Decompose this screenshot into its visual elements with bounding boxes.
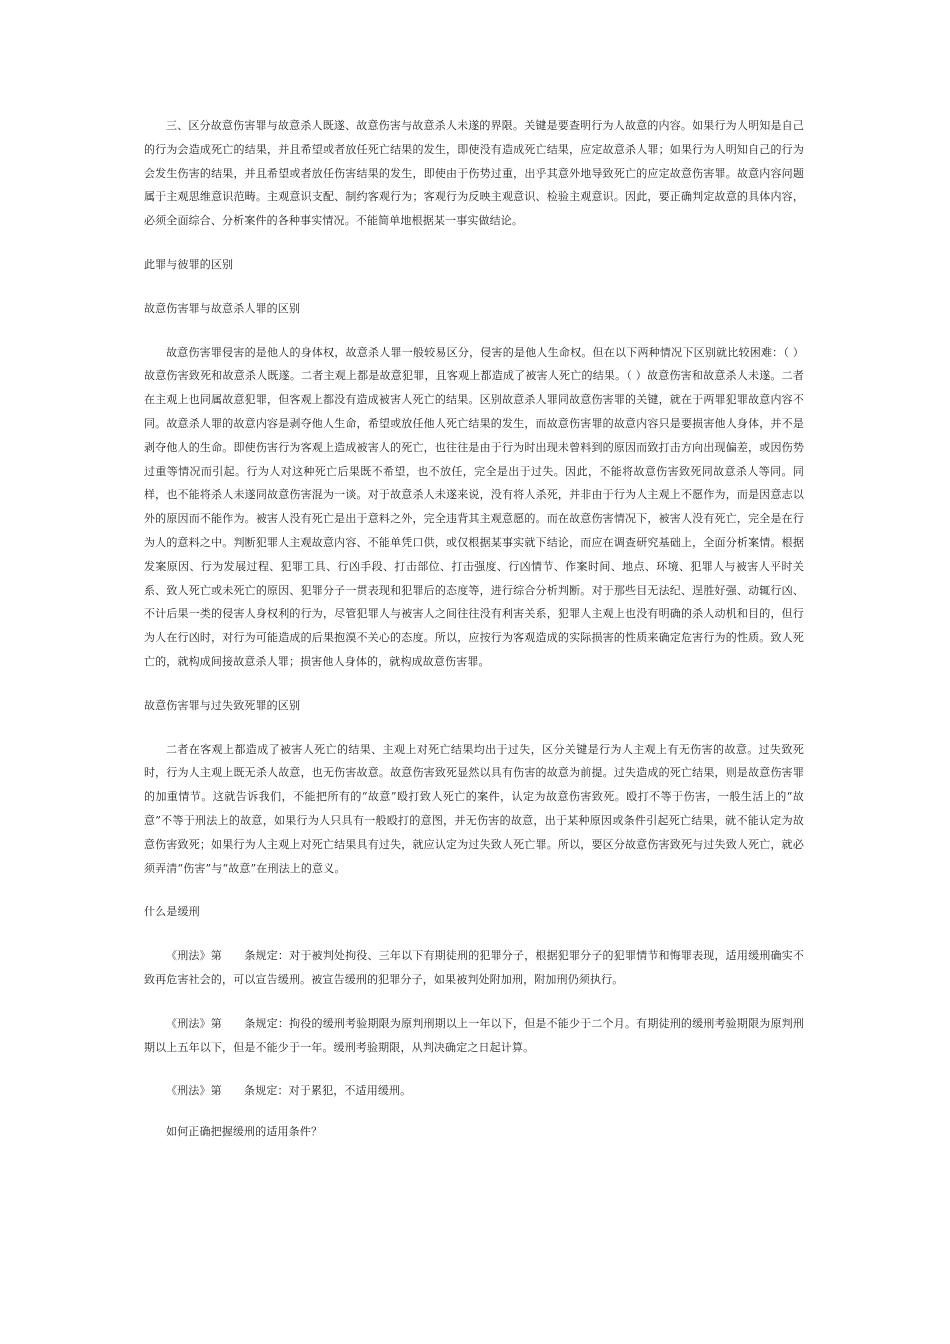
paragraph-probation-question: 如何正确把握缓刑的适用条件？ [166, 1125, 323, 1139]
paragraph-injury-vs-negligent-death: 二者在客观上都造成了被害人死亡的结果、主观上对死亡结果均出于过失，区分关键是行为人主观上有无伤害的故意。过失致死时，行为人主观上既无杀人故意，也无伤害故意。故意伤害致死显然以具有伤害的故意为前提。过失造成的死亡结果，则是故意伤害罪的加重情节。这就告诉我们，不能把所有的“故意”殴打致人死亡的案件，认定为故意伤害致死。殴打不等于伤害，一般生活上的“故意”不等于刑法上的故意，如果行为人只具有一般殴打的意图，并无伤害的故意，出于某种原因或条件引起死亡结果，就不能认定为故意伤害致死；如果行为人主观上对死亡结果具有过失，就应认定为过失致人死亡罪。所以，要区分故意伤害致死与过失致人死亡，就必须弄清“伤害”与“故意”在刑法上的意义。 [144, 742, 804, 875]
document-body [144, 114, 804, 1144]
paragraph-probation-article-2: 《刑法》第 条规定：拘役的缓刑考验期限为原判刑期以上一年以下，但是不能少于二个月。有期徒刑的缓刑考验期限为原判刑期以上五年以下，但是不能少于一年。缓刑考验期限，从判决确定之日起计算。 [144, 1016, 804, 1054]
heading-injury-vs-homicide: 故意伤害罪与故意杀人罪的区别 [144, 301, 301, 315]
paragraph-distinguish-intent: 三、区分故意伤害罪与故意杀人既遂、故意伤害与故意杀人未遂的界限。关键是要查明行为人故意的内容。如果行为人明知是自己的行为会造成死亡的结果，并且希望或者放任死亡结果的发生，即使没有造成死亡结果，应定故意杀人罪；如果行为人明知自己的行为会发生伤害的结果，并且希望或者放任伤害结果的发生，即使由于伤势过重，出乎其意外地导致死亡的应定故意伤害罪。故意内容问题属于主观思维意识范畴。主观意识支配、制约客观行为；客观行为反映主观意识、检验主观意识。因此，要正确判定故意的具体内容，必须全面综合、分析案件的各种事实情况。不能简单地根据某一事实做结论。 [144, 119, 804, 228]
heading-what-is-probation: 什么是缓刑 [144, 905, 200, 919]
heading-crime-distinction: 此罪与彼罪的区别 [144, 257, 234, 271]
heading-injury-vs-negligent-death: 故意伤害罪与过失致死罪的区别 [144, 698, 301, 712]
paragraph-probation-article-1: 《刑法》第 条规定：对于被判处拘役、三年以下有期徒刑的犯罪分子，根据犯罪分子的犯罪情节和悔罪表现，适用缓刑确实不致再危害社会的，可以宣告缓刑。被宣告缓刑的犯罪分子，如果被判处附加刑，附加刑仍须执行。 [144, 949, 804, 986]
paragraph-injury-vs-homicide: 故意伤害罪侵害的是他人的身体权，故意杀人罪一般较易区分，侵害的是他人生命权。但在以下两种情况下区别就比较困难：（ ）故意伤害致死和故意杀人既遂。二者主观上都是故意犯罪，且客观上都造成了被害人死亡的结果。（ ）故意伤害和故意杀人未遂。二者在主观上也同属故意犯罪，但客观上都没有造成被害人死亡的结果。区别故意杀人罪同故意伤害罪的关键，就在于两罪犯罪故意内容不同。故意杀人罪的故意内容是剥夺他人生命，希望或放任他人死亡结果的发生，而故意伤害罪的故意内容只是要损害他人身体，并不是剥夺他人的生命。即使伤害行为客观上造成被害人的死亡，也往往是由于行为时出现未曾料到的原因而致打击方向出现偏差，或因伤势过重等情况而引起。行为人对这种死亡后果既不希望，也不放任，完全是出于过失。因此，不能将故意伤害致死同故意杀人等同。同样，也不能将杀人未遂同故意伤害混为一谈。对于故意杀人未遂来说，没有将人杀死，并非由于行为人主观上不愿作为，而是因意志以外的原因而不能作为。被害人没有死亡是出于意料之外，完全违背其主观意愿的。而在故意伤害情况下，被害人没有死亡，完全是在行为人的意料之中。判断犯罪人主观故意内容、不能单凭口供，或仅根据某事实就下结论，而应在调查研究基础上，全面分析案情。根据发案原因、行为发展过程、犯罪工具、行凶手段、打击部位、打击强度、行凶情节、作案时间、地点、环境、犯罪人与被害人平时关系、致人死亡或未死亡的原因、犯罪分子一贯表现和犯罪后的态度等，进行综合分析判断。对于那些目无法纪、逞胜好强、动辄行凶、不计后果一类的侵害人身权利的行为，尽管犯罪人与被害人之间往往没有利害关系，犯罪人主观上也没有明确的杀人动机和目的，但行为人在行凶时，对行为可能造成的后果抱漠不关心的态度。所以，应按行为客观造成的实际损害的性质来确定危害行为的性质。致人死亡的，就构成间接故意杀人罪；损害他人身体的，就构成故意伤害罪。 [144, 345, 804, 668]
paragraph-probation-article-3: 《刑法》第 条规定：对于累犯，不适用缓刑。 [166, 1084, 412, 1098]
